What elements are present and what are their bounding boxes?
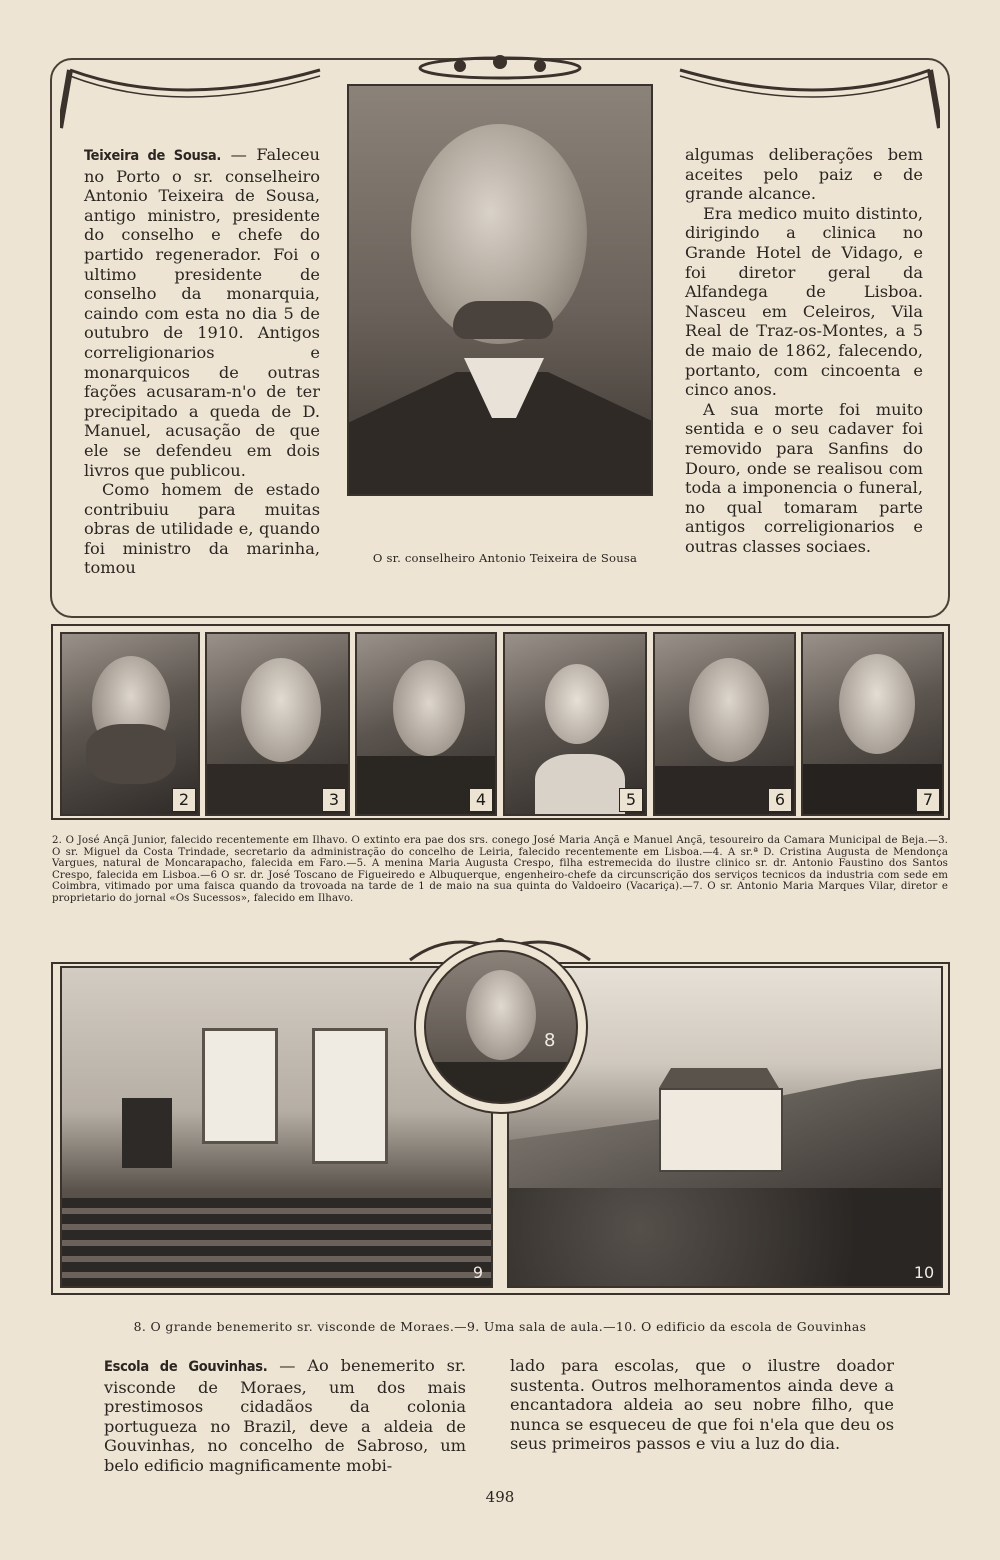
portrait-strip-caption: 2. O José Ançã Junior, falecido recentemente em Ilhavo. O extinto era pae dos srs. conego José Maria Ançã e Manuel Ançã, tesoureiro da Camara Municipal de Beja.—3. O sr. Miguel da Costa Trindade, secretario da administração do concelho de Leiria, falecido recentemente em Lisboa.—4. A sr.ª D. Cristina Augusta de Mendonça Vargues, natural de Moncarapacho, falecida em Faro.—5. A menina Maria Augusta Crespo, filha estremecida do ilustre clinico sr. dr. Antonio Faustino dos Santos Crespo, falecida em Lisboa.—6 O sr. dr. José Toscano de Figueiredo e Albuquerque, engenheiro-chefe da circunscrição dos serviços tecnicos da industria com sede em Coimbra, vitimado por uma faisca quando da trovoada na tarde de 1 de maio na sua quinta do Valdoeiro (Vacariça).—7. O sr. Antonio Maria Marques Vilar, diretor e proprietario do jornal «Os Sucessos», falecido em Ilhavo. [52,835,948,904]
portrait-7 [801,632,944,816]
portrait-4 [355,632,497,816]
article2-left-column [104,1356,466,1476]
article2-right-column [510,1356,894,1454]
portrait-3 [205,632,350,816]
article1-right-paragraph-2: Era medico muito distinto, dirigindo a clinica no Grande Hotel de Vidago, e foi diretor geral da Alfandega de Lisboa. Nasceu em Celeiros, Vila Real de Traz-os-Montes, a 5 de maio de 1862, falecendo, portanto, com cincoenta e cinco anos. [685,203,923,400]
school-building-photo-number: 10 [913,1263,935,1282]
article1-right-paragraph-3: A sua morte foi muito sentida e o seu cadaver foi removido para Sanfins do Douro, onde se realisou com toda a imponencia o funeral, no qual tomaram parte antigos correligionarios e outras classes sociaes. [685,399,923,556]
article1-right-paragraph-1: algumas deliberações bem aceites pelo paiz e de grande alcance. [685,145,923,204]
portrait-5-number: 5 [619,788,643,812]
visconde-medallion [414,940,588,1114]
main-portrait [347,84,653,496]
portrait-2 [60,632,200,816]
visconde-medallion-number: 8 [544,1030,556,1051]
article1-left-paragraph-2: Como homem de estado contribuiu para muitas obras de utilidade e, quando foi ministro da marinha, tomou [84,480,320,578]
school-photos-caption: 8. O grande benemerito sr. visconde de Moraes.—9. Uma sala de aula.—10. O edificio da escola de Gouvinhas [133,1319,867,1334]
classroom-photo-number: 9 [472,1263,484,1282]
article2-right-text: lado para escolas, que o ilustre doador sustenta. Outros melhoramentos ainda deve a encantadora aldeia ao seu nobre filho, que nunca se esqueceu de que foi n'ela que deu os seus primeiros passos e viu a luz do dia. [510,1356,894,1454]
portrait-6-number: 6 [768,788,792,812]
article2-left-text: — Ao benemerito sr. visconde de Moraes, um dos mais prestimosos cidadãos da colonia portugueza no Brazil, deve a aldeia de Gouvinhas, no concelho de Sabroso, um belo edificio magnificamente mobi- [104,1356,466,1475]
article1-runin: Teixeira de Sousa. [84,148,222,164]
portrait-3-number: 3 [322,788,346,812]
portrait-2-number: 2 [172,788,196,812]
article1-left-column [84,145,320,578]
portrait-4-number: 4 [469,788,493,812]
article1-left-paragraph-1: — Faleceu no Porto o sr. conselheiro Antonio Teixeira de Sousa, antigo ministro, presidente do conselho e chefe do partido regenerador. Foi o ultimo presidente de conselho da monarquia, caindo com esta no dia 5 de outubro de 1910. Antigos correligionarios e monarquicos de outras fações acusaram-n'o de ter precipitado a queda de D. Manuel, acusação de que ele se defendeu em dois livros que publicou. [84,145,320,480]
portrait-5 [503,632,647,816]
page-number: 498 [485,1488,515,1506]
portrait-6 [653,632,796,816]
article2-runin: Escola de Gouvinhas. [104,1359,268,1375]
article1-right-column [685,145,923,556]
main-portrait-caption: O sr. conselheiro Antonio Teixeira de Sousa [372,551,638,565]
portrait-7-number: 7 [916,788,940,812]
portrait-strip [51,624,950,820]
